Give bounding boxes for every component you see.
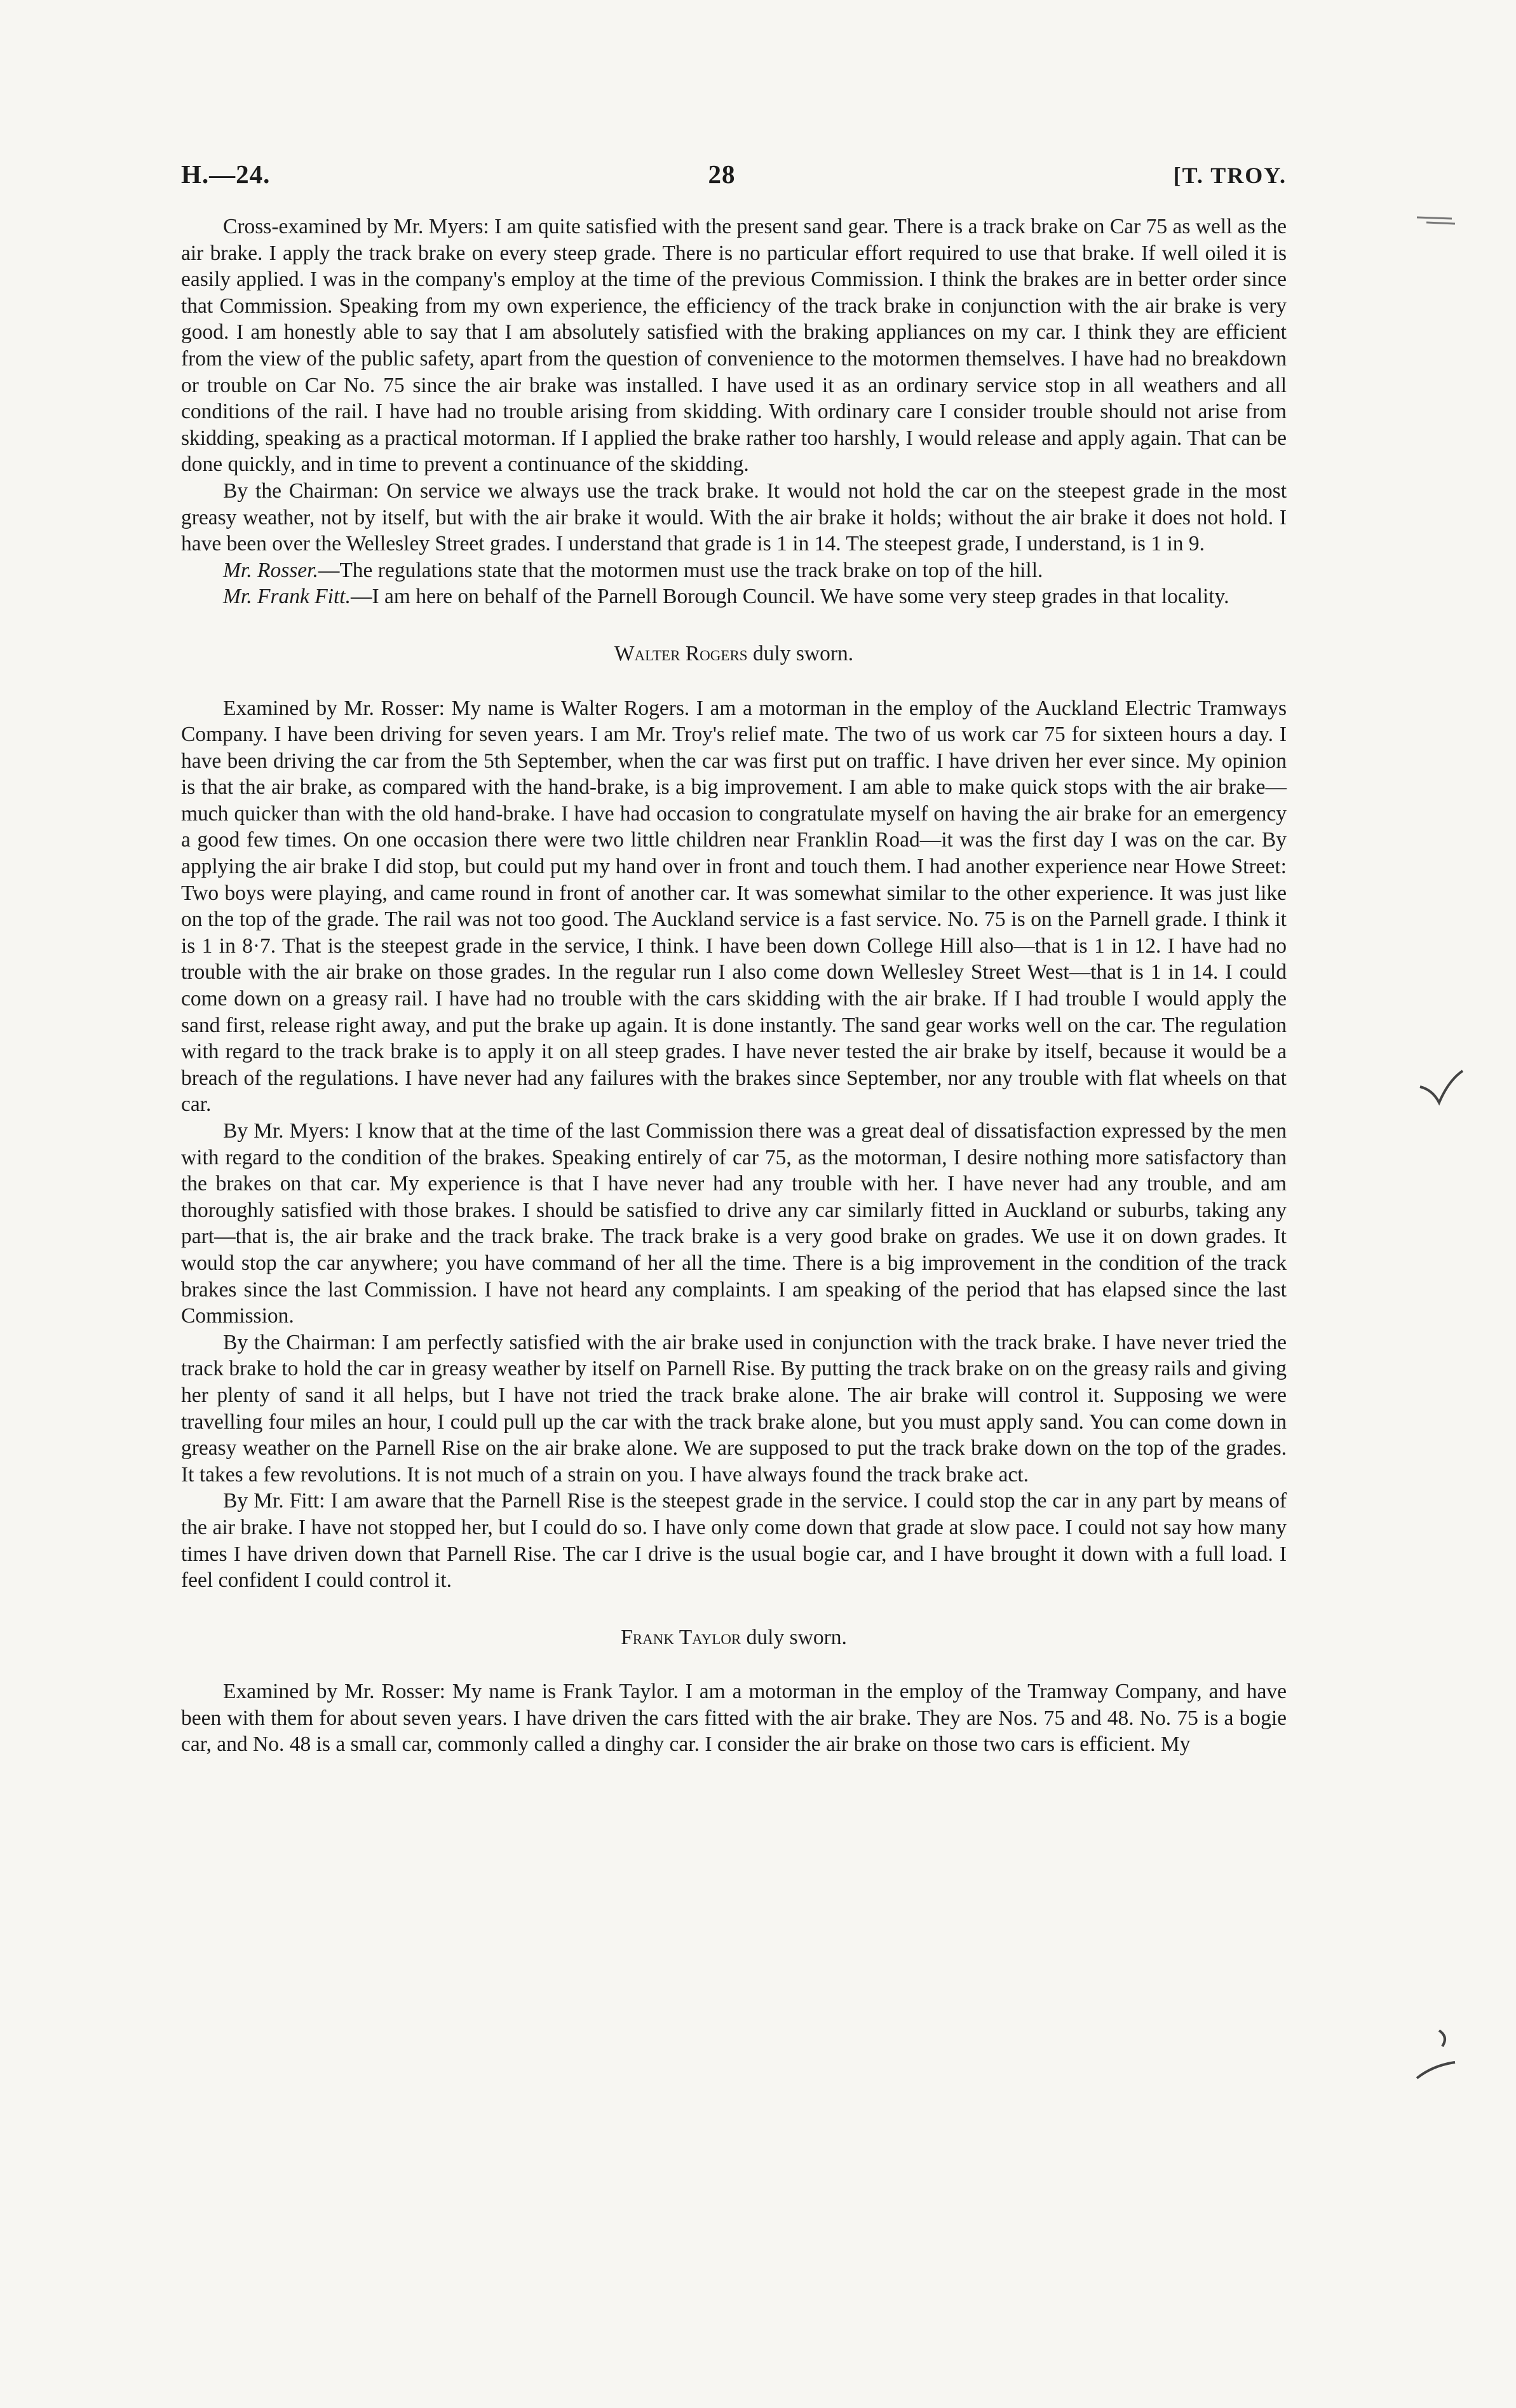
running-header (181, 159, 1287, 189)
document-page (181, 159, 1287, 1758)
rogers-fitt-paragraph: By Mr. Fitt: I am aware that the Parnell Rise is the steepest grade in the service. I could stop the car in any part by means of the air brake. I have not stopped her, but I could do so. I have only come down that grade at slow pace. I could not say how many times I have driven down that Parnell Rise. The car I drive is the usual bogie car, and I have brought it down with a full load. I feel confident I could control it. (181, 1489, 1287, 1593)
cross-examination-paragraph: Cross-examined by Mr. Myers: I am quite satisfied with the present sand gear. There is a track brake on Car 75 as well as the air brake. I apply the track brake on every steep grade. There is no particular effort required to use that brake. If well oiled it is easily applied. I was in the company's employ at the time of the previous Commission. I think the brakes are in better order since that Commission. Speaking from my own experience, the efficiency of the track brake in conjunction with the air brake is very good. I am honestly able to say that I am absolutely satisfied with the braking appliances on my car. I think they are efficient from the view of the public safety, apart from the question of convenience to the motormen themselves. I have had no breakdown or trouble on Car No. 75 since the air brake was installed. I have used it as an ordinary service stop in all weathers and all conditions of the rail. I have had no trouble arising from skidding. With ordinary care I consider trouble should not arise from skidding, speaking as a practical motorman. If I applied the brake rather too harshly, I would release and apply again. That can be done quickly, and in time to prevent a continuance of the skidding. (181, 215, 1287, 477)
witness-reference: [T. TROY. (1173, 163, 1287, 188)
margin-scribble-icon (1411, 2027, 1461, 2085)
report-reference: H.—24. (181, 160, 271, 189)
page-number: 28 (708, 160, 736, 189)
witness-heading-taylor: Frank Taylor duly sworn. (621, 1625, 847, 1649)
rogers-examination: Examined by Mr. Rosser: My name is Walter Rogers. I am a motorman in the employ of the Auckland Electric Tramways Company. I have been driving for seven years. I am Mr. Troy's relief mate. The two of us work car 75 for sixteen hours a day. I have been driving the car from the 5th September, when the car was first put on traffic. I have driven her ever since. My opinion is that the air brake, as compared with the hand-brake, is a big improvement. I am able to make quick stops with the air brake—much quicker than with the old hand-brake. I have had occasion to congratulate myself on having the air brake for an emergency a good few times. On one occasion there were two little children near Franklin Road—it was the first day I was on the car. By applying the air brake I did stop, but could put my hand over in front and touch them. I had another experience near Howe Street: Two boys were playing, and came round in front of another car. It was somewhat similar to the other experience. It was just like on the top of the grade. The rail was not too good. The Auckland service is a fast service. No. 75 is on the Parnell grade. I think it is 1 in 8·7. That is the steepest grade in the service, I think. I have been down College Hill also—that is 1 in 12. I have had no trouble with the air brake on those grades. In the regular run I also come down Wellesley Street West—that is 1 in 14. I could come down on a greasy rail. I have had no trouble with the cars skidding with the air brake. If I had trouble I would apply the sand first, release right away, and put the brake up again. It is done instantly. The sand gear works well on the car. The regulation with regard to the track brake is to apply it on all steep grades. I have never tested the air brake by itself, because it would be a breach of the regulations. I have never had any failures with the brakes since September, nor any trouble with flat wheels on that car. (181, 696, 1287, 1117)
rosser-statement: Mr. Rosser.—The regulations state that the motormen must use the track brake on top of the hill. (223, 558, 1043, 582)
chairman-paragraph: By the Chairman: On service we always use the track brake. It would not hold the car on the steepest grade in the most greasy weather, not by itself, but with the air brake it would. With the air brake it holds; without the air brake it does not hold. I have been over the Wellesley Street grades. I understand that grade is 1 in 14. The steepest grade, I understand, is 1 in 9. (181, 479, 1287, 556)
rogers-myers-paragraph: By Mr. Myers: I know that at the time of the last Commission there was a great deal of dissatisfaction expressed by the men with regard to the condition of the brakes. Speaking entirely of car 75, as the motorman, I desire nothing more satisfactory than the brakes on that car. My experience is that I have never had any trouble with her. I have never had any trouble, and am thoroughly satisfied with those brakes. I should be satisfied to drive any car similarly fitted in Auckland or suburbs, taking any part—that is, the air brake and the track brake. The track brake is a very good brake on grades. We use it on down grades. It would stop the car anywhere; you have command of her all the time. There is a big improvement in the condition of the track brakes since the last Commission. I have not heard any complaints. I am speaking of the period that has elapsed since the last Commission. (181, 1119, 1287, 1328)
witness-heading-rogers: Walter Rogers duly sworn. (614, 641, 854, 665)
rogers-chairman-paragraph: By the Chairman: I am perfectly satisfied with the air brake used in conjunction with the track brake. I have never tried the track brake to hold the car in greasy weather by itself on Parnell Rise. By putting the track brake on on the greasy rails and giving her plenty of sand it all helps, but I have not tried the track brake alone. The air brake will control it. Supposing we were travelling four miles an hour, I could pull up the car with the track brake alone, but you must apply sand. You can come down in greasy weather on the Parnell Rise on the air brake alone. We are supposed to put the track brake down on the top of the grades. It takes a few revolutions. It is not much of a strain on you. I have always found the track brake act. (181, 1330, 1287, 1486)
margin-check-icon (1417, 1068, 1468, 1112)
fitt-statement: Mr. Frank Fitt.—I am here on behalf of the Parnell Borough Council. We have some very steep grades in that locality. (223, 585, 1229, 609)
taylor-examination: Examined by Mr. Rosser: My name is Frank Taylor. I am a motorman in the employ of the Tramway Company, and have been with them for about seven years. I have driven the cars fitted with the air brake. They are Nos. 75 and 48. No. 75 is a bogie car, and No. 48 is a small car, commonly called a dinghy car. I consider the air brake on those two cars is efficient. My (181, 1680, 1287, 1757)
margin-tick-icon (1414, 203, 1458, 229)
